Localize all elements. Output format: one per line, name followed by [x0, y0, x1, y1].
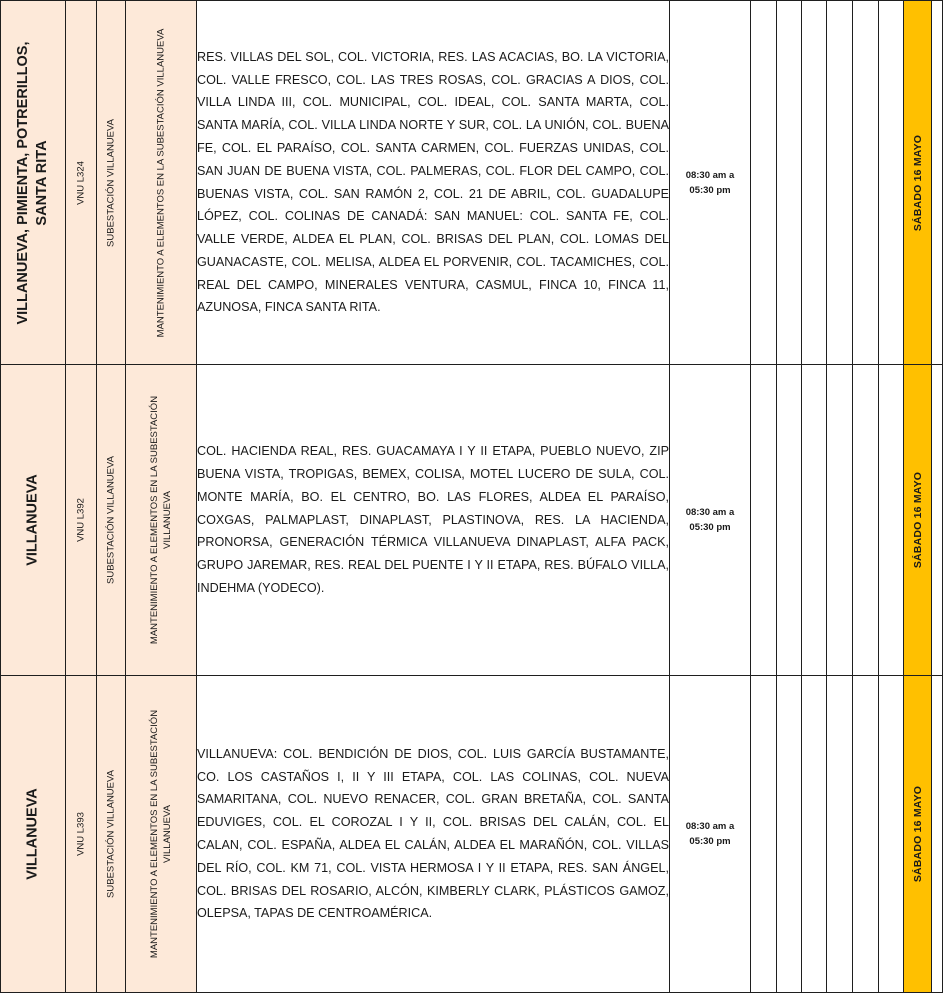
substation-name: SUBESTACIÓN VILLANUEVA — [105, 118, 117, 247]
circuit-id: VNU L392 — [75, 498, 87, 542]
hours-end: 05:30 pm — [689, 836, 731, 847]
circuit-cell — [66, 1, 97, 365]
empty-cell — [853, 676, 879, 993]
empty-cell — [827, 676, 853, 993]
task-cell — [126, 676, 197, 993]
day-cell — [904, 676, 932, 993]
empty-cell — [751, 365, 777, 676]
empty-cell — [853, 1, 879, 365]
empty-cell — [751, 1, 777, 365]
empty-cell — [853, 365, 879, 676]
hours-start: 08:30 am a — [685, 507, 735, 518]
empty-cell — [879, 676, 904, 993]
circuit-cell — [66, 365, 97, 676]
empty-cell — [827, 365, 853, 676]
substation-name: SUBESTACIÓN VILLANUEVA — [105, 770, 117, 898]
sector-name: VILLANUEVA — [24, 788, 41, 880]
hours-end: 05:30 pm — [689, 184, 731, 196]
hours-end: 05:30 pm — [689, 522, 731, 533]
table-row — [1, 1, 943, 365]
task-description: MANTENIMIENTO A ELEMENTOS EN LA SUBESTACIÓN VILLANUEVA — [149, 395, 173, 645]
day-label: SÁBADO 16 MAYO — [911, 785, 924, 883]
empty-cell — [802, 365, 827, 676]
task-description: MANTENIMIENTO A ELEMENTOS EN LA SUBESTACIÓN VILLANUEVA — [149, 709, 173, 959]
hours-cell — [670, 365, 751, 676]
circuit-id: VNU L324 — [75, 160, 87, 205]
hours-start: 08:30 am a — [685, 821, 735, 832]
empty-cell — [777, 365, 802, 676]
empty-cell — [802, 676, 827, 993]
task-cell — [126, 1, 197, 365]
task-description: MANTENIMIENTO A ELEMENTOS EN LA SUBESTACIÓN VILLANUEVA — [155, 28, 167, 337]
empty-cell — [879, 365, 904, 676]
empty-cell — [751, 676, 777, 993]
empty-cell — [879, 1, 904, 365]
empty-cell — [932, 676, 943, 993]
circuit-cell — [66, 676, 97, 993]
circuit-id: VNU L393 — [75, 812, 87, 856]
day-label: SÁBADO 16 MAYO — [911, 471, 924, 569]
affected-areas: RES. VILLAS DEL SOL, COL. VICTORIA, RES. LAS ACACIAS, BO. LA VICTORIA, COL. VALLE FRESCO, COL. LAS TRES ROSAS, COL. GRACIAS A DIOS, COL. VILLA LINDA III, COL. MUNICIPAL, COL. IDEAL, COL. SANTA MARTA, COL. SANTA MARÍA, COL. VILLA LINDA NORTE Y SUR, COL. LA UNIÓN, COL. BUENA FE, COL. EL PARAÍSO, COL. SANTA CARMEN, COL. FUERZAS UNIDAS, COL. SAN JUAN DE BUENA VISTA, COL. PALMERAS, COL. FLOR DEL CAMPO, COL. BUENAS VISTA, COL. SAN RAMÓN 2, COL. 21 DE ABRIL, COL. GUADALUPE LÓPEZ, COL. COLINAS DE CANADÁ: SAN MANUEL: COL. SANTA FE, COL. VALLE VERDE, ALDEA EL PLAN, COL. BRISAS DEL PLAN, COL. LOMAS DEL GUANACASTE, COL. MELISA, ALDEA EL PORVENIR, COL. TACAMICHES, COL. REAL DEL CAMPO, MINERALES VENTURA, CASMUL, FINCA 10, FINCA 11, AZUNOSA, FINCA SANTA RITA. — [197, 1, 670, 365]
substation-cell — [97, 676, 126, 993]
sector-name: VILLANUEVA, PIMIENTA, POTRERILLOS, SANTA RITA — [15, 40, 50, 325]
empty-cell — [777, 676, 802, 993]
hours-cell — [670, 1, 751, 365]
affected-areas: COL. HACIENDA REAL, RES. GUACAMAYA I Y II ETAPA, PUEBLO NUEVO, ZIP BUENA VISTA, TROPIGAS, BEMEX, COLISA, MOTEL LUCERO DE SULA, COL. MONTE MARÍA, BO. EL CENTRO, BO. LAS FLORES, ALDEA EL PARAÍSO, COXGAS, PALMAPLAST, DINAPLAST, PLASTINOVA, RES. LA HACIENDA, PRONORSA, GENERACIÓN TÉRMICA VILLANUEVA DINAPLAST, ALFA PACK, GRUPO JAREMAR, RES. REAL DEL PUENTE I Y II ETAPA, RES. BÚFALO VILLA, INDEHMA (YODECO). — [197, 365, 670, 676]
sector-cell — [1, 676, 66, 993]
task-cell — [126, 365, 197, 676]
substation-cell — [97, 365, 126, 676]
hours-cell — [670, 676, 751, 993]
affected-areas: VILLANUEVA: COL. BENDICIÓN DE DIOS, COL. LUIS GARCÍA BUSTAMANTE, CO. LOS CASTAÑOS I, II Y III ETAPA, COL. LAS COLINAS, COL. NUEVA SAMARITANA, COL. NUEVO RENACER, COL. GRAN BRETAÑA, COL. SANTA EDUVIGES, COL. EL COROZAL I Y II, COL. BRISAS DEL CALÁN, COL. EL CALAN, COL. ESPAÑA, ALDEA EL CALÁN, ALDEA EL MARAÑÓN, COL. VILLAS DEL RÍO, COL. KM 71, COL. VISTA HERMOSA I Y II ETAPA, RES. SAN ÁNGEL, COL. BRISAS DEL ROSARIO, ALCÓN, KIMBERLY CLARK, PLÁSTICOS GAMOZ, OLEPSA, TAPAS DE CENTROAMÉRICA. — [197, 676, 670, 993]
sector-cell — [1, 1, 66, 365]
sector-cell — [1, 365, 66, 676]
substation-cell — [97, 1, 126, 365]
empty-cell — [802, 1, 827, 365]
empty-cell — [777, 1, 802, 365]
empty-cell — [932, 1, 943, 365]
day-cell — [904, 365, 932, 676]
day-label: SÁBADO 16 MAYO — [911, 134, 924, 231]
empty-cell — [827, 1, 853, 365]
hours-start: 08:30 am a — [685, 169, 735, 181]
table-row — [1, 676, 943, 993]
sector-name: VILLANUEVA — [24, 474, 41, 566]
substation-name: SUBESTACIÓN VILLANUEVA — [105, 456, 117, 584]
table-row — [1, 365, 943, 676]
day-cell — [904, 1, 932, 365]
empty-cell — [932, 365, 943, 676]
